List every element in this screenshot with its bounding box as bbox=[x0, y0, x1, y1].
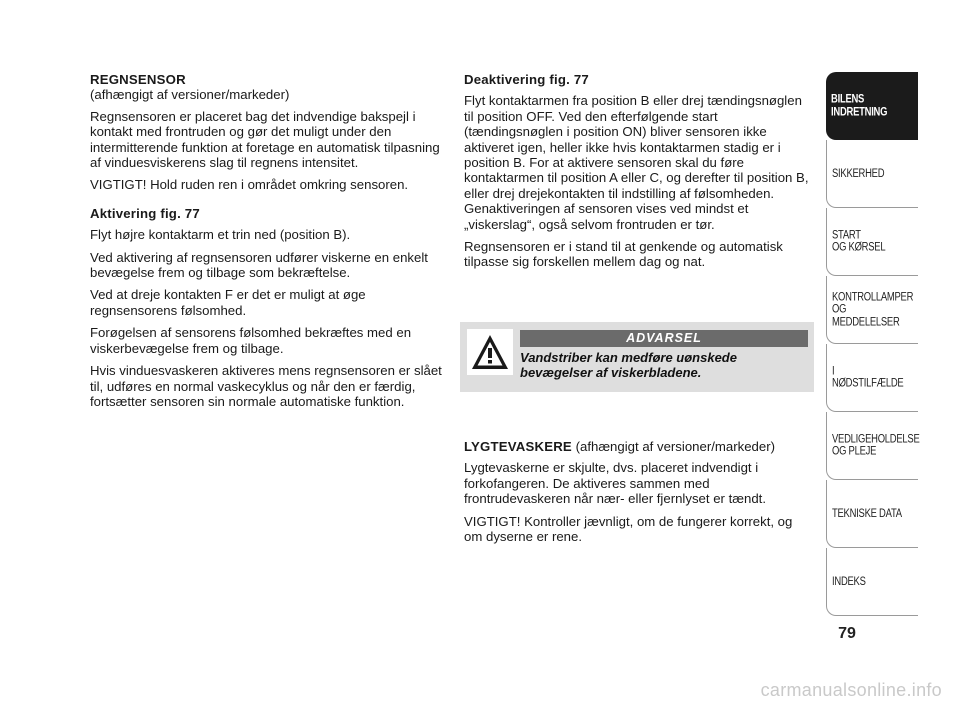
headlamp-note: VIGTIGT! Kontroller jævnligt, om de fungerer korrekt, og om dyserne er rene. bbox=[464, 513, 793, 545]
headlamp-section bbox=[464, 439, 814, 551]
tab-label: START OG KØRSEL bbox=[832, 229, 886, 254]
tab-label: I NØDSTILFÆLDE bbox=[832, 365, 904, 390]
deactivation-heading: Deaktivering fig. 77 bbox=[464, 72, 589, 87]
activation-paragraph-3: Ved at dreje kontakten F er det er muligt at øge regnsensorens følsomhed. bbox=[90, 287, 366, 318]
activation-paragraph-2: Ved aktivering af regnsensoren udfører viskerne en enkelt bevægelse frem og tilbage som bekræftelse. bbox=[90, 249, 428, 281]
section-subtitle: (afhængigt af versioner/markeder) bbox=[90, 87, 290, 103]
left-column bbox=[90, 72, 442, 416]
right-column bbox=[464, 72, 814, 277]
warning-text: Vandstriber kan medføre uønskede bevægelser af viskerbladene. bbox=[520, 350, 737, 380]
intro-paragraph: Regnsensoren er placeret bag det indvendige bakspejl i kontakt med frontruden og gør det muligt under den intermitterende funktion at foretage en automatisk tilpasning af vinduesviskerens slag til regnens intensitet. bbox=[90, 108, 440, 171]
tab-label: INDEKS bbox=[832, 575, 866, 588]
tab-label: KONTROLLAMPER OG MEDDELELSER bbox=[832, 290, 914, 328]
headlamp-subtitle: (afhængigt af versioner/markeder) bbox=[575, 439, 775, 454]
tab-vedligeholdelse[interactable] bbox=[826, 412, 918, 480]
tab-label: SIKKERHED bbox=[832, 167, 885, 180]
headlamp-title: LYGTEVASKERE bbox=[464, 439, 572, 454]
warning-label: ADVARSEL bbox=[520, 330, 808, 347]
watermark: carmanualsonline.info bbox=[760, 680, 942, 700]
activation-paragraph-1: Flyt højre kontaktarm et trin ned (position B). bbox=[90, 227, 351, 243]
tab-indeks[interactable] bbox=[826, 548, 918, 616]
deactivation-paragraph-2: Regnsensoren er i stand til at genkende og automatisk tilpasse sig forskellen mellem dag og nat. bbox=[464, 239, 783, 270]
activation-paragraph-5: Hvis vinduesvaskeren aktiveres mens regnsensoren er slået til, udføres en normal vaskecyklus og når den er færdig, fortsætter sensoren sin normale automatiske funktion. bbox=[90, 363, 442, 409]
page-number: 79 bbox=[838, 625, 856, 642]
tab-start-og-korsel[interactable] bbox=[826, 208, 918, 276]
important-note: VIGTIGT! Hold ruden ren i området omkring sensoren. bbox=[90, 177, 409, 193]
tab-kontrollamper[interactable] bbox=[826, 276, 918, 344]
tab-label: VEDLIGEHOLDELSE OG PLEJE bbox=[832, 433, 920, 458]
headlamp-paragraph: Lygtevaskerne er skjulte, dvs. placeret indvendigt i forkofangeren. De aktiveres sammen med frontrudevaskeren når nær- eller fjernlyset er tændt. bbox=[464, 460, 766, 507]
activation-heading: Aktivering fig. 77 bbox=[90, 205, 200, 221]
chapter-tabs bbox=[826, 72, 918, 616]
warning-triangle-icon bbox=[467, 329, 513, 375]
tab-i-nodstilfaelde[interactable] bbox=[826, 344, 918, 412]
tab-bilens-indretning[interactable] bbox=[826, 72, 918, 140]
tab-sikkerhed[interactable] bbox=[826, 140, 918, 208]
warning-box bbox=[460, 322, 814, 392]
activation-paragraph-4: Forøgelsen af sensorens følsomhed bekræftes med en viskerbevægelse frem og tilbage. bbox=[90, 325, 412, 356]
deactivation-paragraph-1: Flyt kontaktarmen fra position B eller drej tændingsnøglen til position OFF. Ved den efterfølgende start (tændingsnøglen i position ON) bliver sensoren ikke aktiveret igen, heller ikke hvis kontaktarmen stadig er i position B. For at aktivere sensoren skal du føre kontaktarmen til position A eller C, og derefter til position B, eller drej drejekontakten til indstilling af følsomheden. Genaktiveringen af sensoren vises ved mindst et „viskerslag“, også selvom frontruden er tør. bbox=[464, 93, 809, 232]
tab-label: BILENS INDRETNING bbox=[831, 93, 888, 118]
tab-tekniske-data[interactable] bbox=[826, 480, 918, 548]
tab-label: TEKNISKE DATA bbox=[832, 507, 902, 520]
headlamp-heading bbox=[464, 439, 814, 454]
section-title: REGNSENSOR bbox=[90, 72, 186, 87]
